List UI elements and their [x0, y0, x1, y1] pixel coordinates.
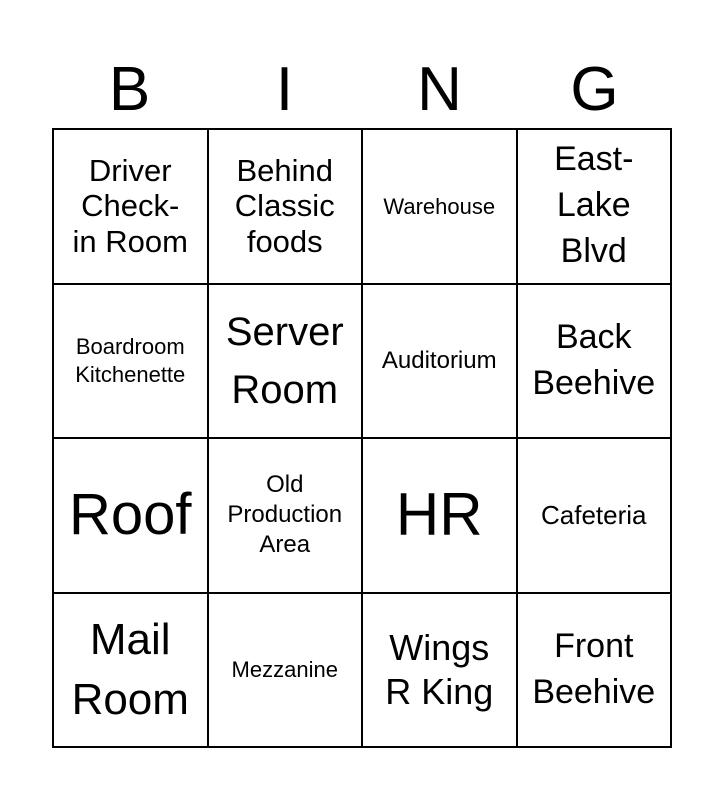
cell-label: Front Beehive: [532, 626, 656, 711]
bingo-cell[interactable]: [363, 439, 518, 594]
header-letter-g: G: [570, 55, 619, 124]
bingo-cell[interactable]: [518, 439, 673, 594]
cell-label: Cafeteria: [541, 500, 647, 530]
cell-label: Mezzanine: [231, 657, 338, 683]
cell-label: Mail Room: [71, 615, 189, 724]
cell-label: East- Lake Blvd: [554, 140, 634, 271]
bingo-cell[interactable]: [518, 130, 673, 285]
cell-label: Old Production Area: [227, 471, 343, 559]
cell-label: Boardroom Kitchenette: [75, 334, 186, 387]
header-letter-i: I: [275, 55, 294, 124]
bingo-header: [52, 52, 672, 128]
bingo-cell[interactable]: [54, 285, 209, 440]
bingo-cell[interactable]: [363, 594, 518, 749]
cell-label: HR: [395, 481, 483, 549]
bingo-cell[interactable]: [518, 594, 673, 749]
bingo-cell[interactable]: [209, 285, 364, 440]
bingo-cell[interactable]: [363, 285, 518, 440]
bingo-cell[interactable]: [54, 594, 209, 749]
cell-label: Auditorium: [381, 346, 497, 374]
cell-label: Roof: [68, 482, 192, 548]
cell-label: Server Room: [225, 309, 344, 412]
bingo-cell[interactable]: [209, 594, 364, 749]
bingo-cell[interactable]: [363, 130, 518, 285]
cell-label: Warehouse: [383, 193, 496, 219]
cell-label: Behind Classic foods: [234, 152, 335, 260]
header-letter-b: B: [108, 55, 151, 124]
bingo-cell[interactable]: [518, 285, 673, 440]
bingo-board: [52, 128, 672, 748]
cell-label: Back Beehive: [532, 317, 656, 402]
bingo-cell[interactable]: [209, 130, 364, 285]
bingo-cell[interactable]: [209, 439, 364, 594]
cell-label: Driver Check- in Room: [72, 152, 188, 260]
cell-label: Wings R King: [385, 626, 494, 712]
header-letter-n: N: [417, 55, 462, 124]
bingo-cell[interactable]: [54, 130, 209, 285]
bingo-cell[interactable]: [54, 439, 209, 594]
